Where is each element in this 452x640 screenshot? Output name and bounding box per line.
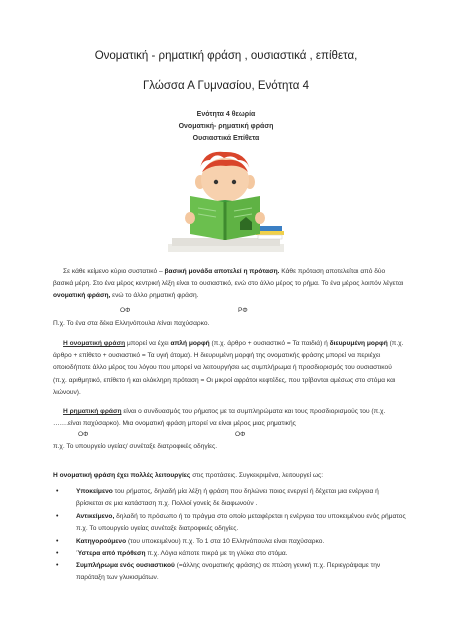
paragraph-verb-phrase: Η ρηματική φράση είναι ο συνδυασμός του ρήματος με τα συμπληρώματα και τους προσδιορισμούς του (π.χ. …….είναι παχύσαρκο). Μια ονοματική φράση μπορεί να είναι μέρος μιας ρηματικής — [53, 408, 386, 428]
left-hand — [185, 212, 195, 224]
book-stack-1 — [258, 226, 282, 231]
section-heading-theory: Ενότητα 4 θεωρία — [196, 111, 256, 118]
label-noun-phrase-2: ΟΦ — [78, 431, 89, 438]
boy-reading-book-illustration — [160, 148, 292, 260]
document-subtitle: Γλώσσα Α Γυμνασίου, Ενότητα 4 — [142, 80, 310, 92]
right-hand — [255, 212, 265, 224]
example-sentence-2: π.χ. Το υπουργείο υγείας/ συνέταξε διατροφικές οδηγίες. — [53, 443, 218, 450]
list-item-after-preposition: Ύστερα από πρόθεση π.χ. Λόγια κάποτε πικρά με τη γλύκα στο στόμα. — [76, 550, 288, 557]
label-noun-phrase: ΟΦ — [120, 307, 131, 314]
label-noun-phrase-3: ΟΦ — [235, 431, 246, 438]
example-sentence-1: Π.χ. Το ένα στα δέκα Ελληνόπουλα /είναι παχύσαρκο. — [53, 320, 210, 327]
list-item-noun-complement: Συμπλήρωμα ενός ουσιαστικού (=άλλης ονοματικής φράσης) σε πτώση γενική π.χ. Περιεγράψαμε την παράταξη των γλυκισμάτων. — [76, 562, 381, 582]
list-item-predicate: Κατηγορούμενο (του υποκειμένου) π.χ. Το 1 στα 10 Ελληνόπουλα είναι παχύσαρκο. — [76, 538, 325, 545]
paragraph-sentence-structure: Σε κάθε κείμενο κύριο συστατικό – βασική μονάδα αποτελεί η πρόταση. Κάθε πρόταση αποτελείται από δύο βασικά μέρη. Στο ένα μέρος κεντρική λέξη είναι το ουσιαστικό, ενώ στο άλλο μέρος το ρήμα. Το ένα μέρος λοιπόν λέγεται ονοματική φράση, ενώ το άλλο ρηματική φράση. — [53, 268, 404, 300]
bullet-icon: • — [56, 550, 59, 557]
book-stack-2 — [256, 231, 284, 235]
bullet-icon: • — [56, 488, 59, 495]
bullet-icon: • — [56, 562, 59, 569]
paragraph-noun-phrase-forms: Η ονοματική φράση μπορεί να έχει απλή μορφή (π.χ. άρθρο + ουσιαστικό = Τα παιδιά) ή διευρυμένη μορφή (π.χ. άρθρο + επίθετο + ουσιαστικό = Τα υγιή άτομα). Η διευρυμένη μορφή της ονοματικής φράσης μπορεί να περιέχει οποιοδήποτε άλλο μέρος του λόγου που μπορεί να λειτουργήσει ως συμπλήρωμα ή προσδιορισμός του ουσιαστικού (π.χ. αριθμητικό, επίθετο ή και ολόκληρη πρόταση = Οι μικροί αφράτοι κεφτέδες, που τρίβονται αμέσως στο στόμα και λιώνουν). — [53, 340, 404, 396]
paragraph-functions-intro: Η ονοματική φράση έχει πολλές λειτουργίες στις προτάσεις. Συγκεκριμένα, λειτουργεί ως: — [53, 472, 324, 479]
list-item-subject: Υποκείμενο του ρήματος, δηλαδή μία λέξη ή φράση που δηλώνει ποιος ενεργεί ή δέχεται μια ενέργεια ή βρίσκεται σε μια κατάσταση π.χ. Πολλοί γονείς δε διαφωνούν . — [76, 488, 379, 508]
label-verb-phrase: ΡΦ — [238, 307, 248, 314]
right-eye — [232, 180, 236, 184]
section-heading-phrase: Ονοματική- ρηματική φράση — [178, 123, 274, 130]
left-eye — [214, 180, 218, 184]
green-book — [190, 196, 224, 240]
section-heading-nouns: Ουσιαστικά Επίθετα — [192, 135, 260, 142]
list-item-object: Αντικείμενο, δηλαδή το πρόσωπο ή το πράγμα στο οποίο μεταφέρεται η ενέργεια του υποκειμένου ενός ρήματος π.χ. Το υπουργείο υγείας συνέταξε διατροφικές οδηγίες. — [76, 513, 406, 533]
book-stack-3 — [258, 235, 282, 239]
bullet-icon: • — [56, 538, 59, 545]
document-title: Ονοματική - ρηματική φράση , ουσιαστικά , επίθετα, — [94, 50, 358, 62]
bullet-icon: • — [56, 513, 59, 520]
